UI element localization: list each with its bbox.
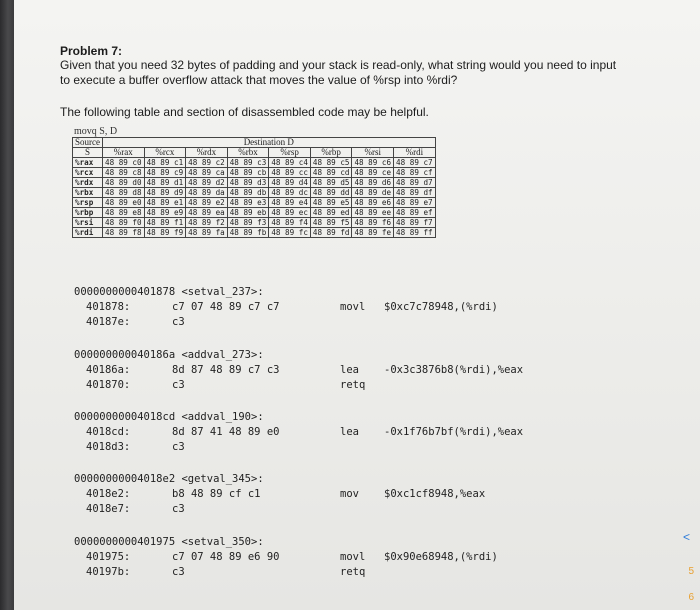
table-cell: 48 89 ee [352,208,394,218]
row-label: %rbx [73,188,103,198]
table-cell: 48 89 de [352,188,394,198]
table-cell: 48 89 ce [352,168,394,178]
table-cell: 48 89 df [394,188,436,198]
table-cell: 48 89 f6 [352,218,394,228]
table-cell: 48 89 d0 [103,178,145,188]
address: 401870: [86,379,131,391]
table-cell: 48 89 cb [227,168,269,178]
bytes: c3 [172,566,185,578]
table-cell: 48 89 e7 [394,198,436,208]
table-cell: 48 89 c3 [227,158,269,168]
table-cell: 48 89 ed [310,208,352,218]
bytes: c3 [172,503,185,515]
destination-label: Destination D [103,138,436,148]
table-cell: 48 89 c0 [103,158,145,168]
bytes: 8d 87 48 89 c7 c3 [172,364,280,376]
function-header: 0000000000401878 <setval_237>: [74,286,264,298]
table-row [73,168,436,178]
table-cell: 48 89 ff [394,228,436,238]
function-header: 0000000000401975 <setval_350>: [74,536,264,548]
table-cell: 48 89 fa [186,228,228,238]
table-cell: 48 89 fc [269,228,311,238]
table-cell: 48 89 c9 [144,168,186,178]
table-cell: 48 89 d6 [352,178,394,188]
table-cell: 48 89 d5 [310,178,352,188]
side-number-6: 6 [688,592,694,603]
table-cell: 48 89 c2 [186,158,228,168]
table-cell: 48 89 f9 [144,228,186,238]
table-cell: 48 89 f8 [103,228,145,238]
table-cell: 48 89 f2 [186,218,228,228]
function-header: 00000000004018e2 <getval_345>: [74,473,264,485]
col-header-rbp: %rbp [310,148,352,158]
table-cell: 48 89 e1 [144,198,186,208]
bytes: c3 [172,441,185,453]
operands: -0x1f76b7bf(%rdi),%eax [384,426,524,438]
row-label: %rdi [73,228,103,238]
operands: -0x3c3876b8(%rdi),%eax [384,364,524,376]
table-cell: 48 89 e3 [227,198,269,208]
problem-title: Problem 7: [60,44,123,58]
table-cell: 48 89 f1 [144,218,186,228]
table-cell: 48 89 e0 [103,198,145,208]
table-cell: 48 89 d7 [394,178,436,188]
problem-question: Given that you need 32 bytes of padding and your stack is read-only, what string would you need to input to execute a buffer overflow attack that moves the value of %rsp into %rdi? [60,58,617,87]
mnemonic: lea [340,426,359,438]
table-cell: 48 89 fe [352,228,394,238]
table-cell: 48 89 dc [269,188,311,198]
table-cell: 48 89 cf [394,168,436,178]
col-header-rbx: %rbx [227,148,269,158]
table-cell: 48 89 c6 [352,158,394,168]
table-cell: 48 89 db [227,188,269,198]
table-row [73,178,436,188]
table-cell: 48 89 e9 [144,208,186,218]
bytes: 8d 87 41 48 89 e0 [172,426,280,438]
table-row [73,208,436,218]
operands: $0xc7c78948,(%rdi) [384,301,498,313]
operands: $0x90e68948,(%rdi) [384,551,498,563]
table-cell: 48 89 e6 [352,198,394,208]
bytes: b8 48 89 cf c1 [172,488,261,500]
row-label: %rcx [73,168,103,178]
col-header-rax: %rax [103,148,145,158]
mnemonic: mov [340,488,359,500]
source-label: Source [73,138,103,148]
col-header-rdi: %rdi [394,148,436,158]
table-cell: 48 89 d3 [227,178,269,188]
row-label: %rbp [73,208,103,218]
table-cell: 48 89 f0 [103,218,145,228]
table-cell: 48 89 d9 [144,188,186,198]
col-header-rsi: %rsi [352,148,394,158]
table-cell: 48 89 ec [269,208,311,218]
mnemonic: movl [340,551,366,563]
table-cell: 48 89 dd [310,188,352,198]
address: 40197b: [86,566,131,578]
movq-encoding-table [72,137,436,238]
table-cell: 48 89 fb [227,228,269,238]
address: 4018cd: [86,426,131,438]
table-cell: 48 89 e2 [186,198,228,208]
address: 40186a: [86,364,131,376]
table-cell: 48 89 e4 [269,198,311,208]
table-cell: 48 89 d1 [144,178,186,188]
table-row [73,218,436,228]
table-cell: 48 89 c7 [394,158,436,168]
row-label: %rsi [73,218,103,228]
table-cell: 48 89 fd [310,228,352,238]
mnemonic: retq [340,566,366,578]
table-cell: 48 89 e8 [103,208,145,218]
address: 4018e2: [86,488,131,500]
table-cell: 48 89 d2 [186,178,228,188]
bytes: c3 [172,316,185,328]
table-row [73,228,436,238]
table-row [73,198,436,208]
table-cell: 48 89 d8 [103,188,145,198]
table-cell: 48 89 cd [310,168,352,178]
operands: $0xc1cf8948,%eax [384,488,486,500]
address: 4018d3: [86,441,131,453]
mnemonic: retq [340,379,366,391]
table-cell: 48 89 c5 [310,158,352,168]
table-cell: 48 89 f3 [227,218,269,228]
bytes: c7 07 48 89 e6 90 [172,551,280,563]
bytes: c7 07 48 89 c7 c7 [172,301,280,313]
address: 4018e7: [86,503,131,515]
s-label: S [73,148,103,158]
table-cell: 48 89 c8 [103,168,145,178]
mnemonic: lea [340,364,359,376]
table-cell: 48 89 c1 [144,158,186,168]
row-label: %rsp [73,198,103,208]
table-cell: 48 89 ef [394,208,436,218]
table-row [73,158,436,168]
table-cell: 48 89 f4 [269,218,311,228]
function-header: 000000000040186a <addval_273>: [74,349,264,361]
mnemonic: movl [340,301,366,313]
address: 401975: [86,551,131,563]
chevron-left-icon[interactable]: < [682,530,690,544]
table-cell: 48 89 da [186,188,228,198]
problem-note: The following table and section of disassembled code may be helpful. [60,105,429,119]
table-cell: 48 89 ca [186,168,228,178]
table-row [73,188,436,198]
table-cell: 48 89 c4 [269,158,311,168]
col-header-rsp: %rsp [269,148,311,158]
address: 40187e: [86,316,131,328]
col-header-rdx: %rdx [186,148,228,158]
table-cell: 48 89 e5 [310,198,352,208]
col-header-rcx: %rcx [144,148,186,158]
bytes: c3 [172,379,185,391]
side-number-5: 5 [688,566,694,577]
table-cell: 48 89 eb [227,208,269,218]
row-label: %rax [73,158,103,168]
table-cell: 48 89 f7 [394,218,436,228]
address: 401878: [86,301,131,313]
table-cell: 48 89 f5 [310,218,352,228]
table-cell: 48 89 ea [186,208,228,218]
table-cell: 48 89 cc [269,168,311,178]
table-cell: 48 89 d4 [269,178,311,188]
function-header: 00000000004018cd <addval_190>: [74,411,264,423]
row-label: %rdx [73,178,103,188]
table-caption: movq S, D [74,126,118,137]
